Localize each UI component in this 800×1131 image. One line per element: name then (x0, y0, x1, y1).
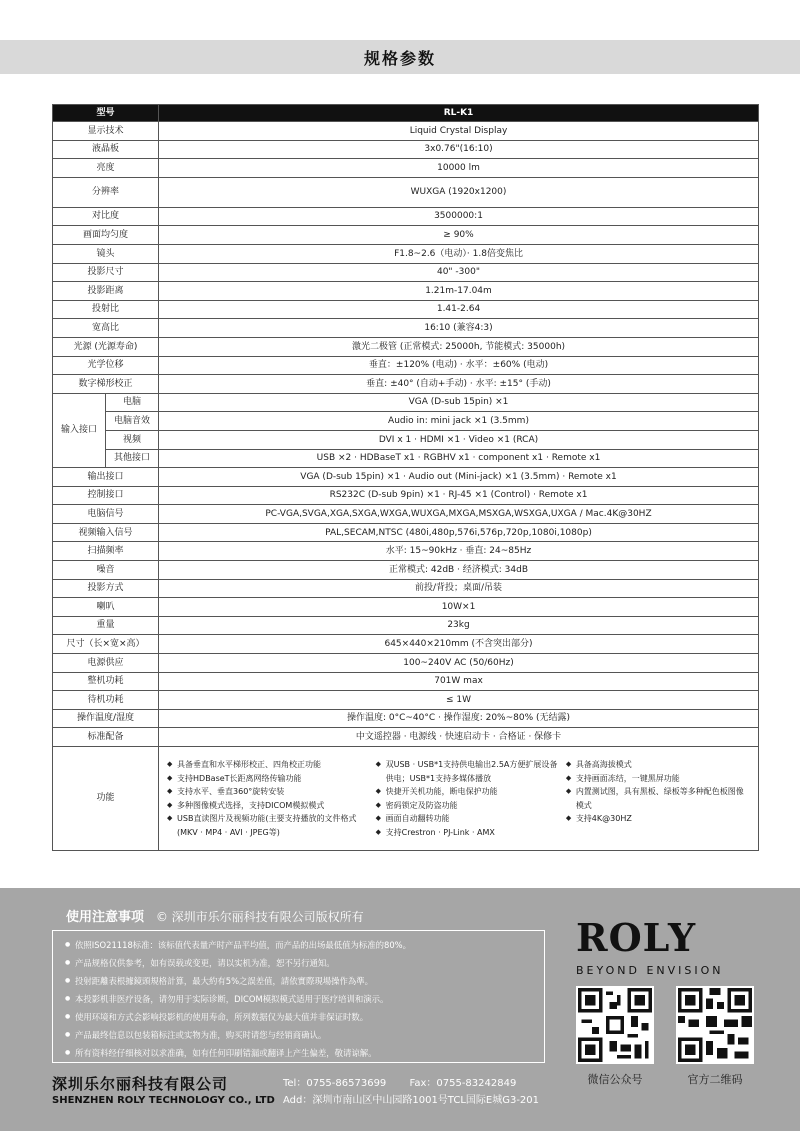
feature-item: ◆ USB直读图片及视频功能(主要支持播放的文件格式(MKV · MP4 · AVI · JPEG等) (167, 812, 370, 839)
spec-value: F1.8~2.6（电动）· 1.8倍变焦比 (159, 244, 759, 263)
spec-row (53, 691, 759, 710)
spec-label: 重量 (53, 616, 159, 635)
spec-row (53, 159, 759, 178)
spec-label: 画面均匀度 (53, 226, 159, 245)
feature-item: ◆ 多种图像模式选择，支持DICOM模拟模式 (167, 799, 370, 813)
spec-row (53, 177, 759, 207)
spec-value: 1.21m-17.04m (159, 282, 759, 301)
spec-value: 645×440×210mm (不含突出部分) (159, 635, 759, 654)
spec-row (53, 561, 759, 580)
spec-row (53, 300, 759, 319)
spec-label: 宽高比 (53, 319, 159, 338)
input-sub-label: 电脑 (106, 393, 159, 412)
input-sub-label: 视频 (106, 430, 159, 449)
spec-table-wrapper (52, 104, 759, 851)
spec-value: PAL,SECAM,NTSC (480i,480p,576i,576p,720p,1080i,1080p) (159, 523, 759, 542)
spec-row (53, 505, 759, 524)
spec-label: 光学位移 (53, 356, 159, 375)
spec-value: 701W max (159, 672, 759, 691)
spec-label: 待机功耗 (53, 691, 159, 710)
spec-label: 光源 (光源寿命) (53, 337, 159, 356)
spec-label: 投影方式 (53, 579, 159, 598)
spec-label: 标准配备 (53, 728, 159, 747)
spec-row-input (53, 430, 759, 449)
spec-label: 投射比 (53, 300, 159, 319)
spec-value: RS232C (D-sub 9pin) ×1 · RJ-45 ×1 (Control) · Remote x1 (159, 486, 759, 505)
spec-label: 亮度 (53, 159, 159, 178)
spec-label: 液晶板 (53, 140, 159, 159)
spec-row (53, 672, 759, 691)
features-grid (167, 758, 750, 839)
spec-value: 中文遥控器 · 电源线 · 快速启动卡 · 合格证 · 保修卡 (159, 728, 759, 747)
spec-value: 23kg (159, 616, 759, 635)
spec-value: 正常模式: 42dB · 经济模式: 34dB (159, 561, 759, 580)
spec-value: 3500000:1 (159, 207, 759, 226)
roly-logo (576, 915, 756, 977)
spec-row-input (53, 412, 759, 431)
company-address: Add：深圳市南山区中山园路1001号TCL国际E城G3-201 (283, 1095, 540, 1106)
spec-label: 数字梯形校正 (53, 375, 159, 394)
feature-item: ◆ 支持水平、垂直360°旋转安装 (167, 785, 370, 799)
spec-value: PC-VGA,SVGA,XGA,SXGA,WXGA,WUXGA,MXGA,MSXGA,WSXGA,UXGA / Mac.4K@30HZ (159, 505, 759, 524)
spec-row (53, 122, 759, 141)
spec-value: 垂直：±120% (电动) · 水平：±60% (电动) (159, 356, 759, 375)
spec-row (53, 244, 759, 263)
official-qr-code (676, 986, 754, 1064)
spec-row (53, 523, 759, 542)
spec-row (53, 654, 759, 673)
spec-row (53, 226, 759, 245)
spec-row (53, 728, 759, 747)
feature-item: ◆ 画面自动翻转功能 (376, 812, 560, 826)
feature-item: ◆ 支持4K@30HZ (566, 812, 750, 826)
spec-label: 电脑信号 (53, 505, 159, 524)
spec-table (52, 104, 759, 851)
feature-item: ◆ 支持HDBaseT长距离网络传输功能 (167, 772, 370, 786)
spec-value: 激光二极管 (正常模式: 25000h, 节能模式: 35000h) (159, 337, 759, 356)
spec-label: 控制接口 (53, 486, 159, 505)
spec-label: 电源供应 (53, 654, 159, 673)
spec-row (53, 319, 759, 338)
notice-item: ● 产品规格仅供参考，如有误载或变更，请以实机为准，恕不另行通知。 (65, 954, 532, 972)
spec-row (53, 282, 759, 301)
spec-label: 视频输入信号 (53, 523, 159, 542)
spec-value: 水平: 15~90kHz · 垂直: 24~85Hz (159, 542, 759, 561)
feature-item: ◆ 支持Crestron · PJ-Link · AMX (376, 826, 560, 840)
spec-label: 噪音 (53, 561, 159, 580)
spec-value: 100~240V AC (50/60Hz) (159, 654, 759, 673)
features-column (167, 758, 370, 839)
notice-item: ● 依照ISO21118标准：该标值代表量产时产品平均值，而产品的出场最低值为标准的80%。 (65, 936, 532, 954)
spec-label: 扫描频率 (53, 542, 159, 561)
spec-value: 1.41-2.64 (159, 300, 759, 319)
feature-item: ◆ 双USB · USB*1支持供电输出2.5A方便扩展设备供电；USB*1支持多媒体播放 (376, 758, 560, 785)
spec-value: 3x0.76"(16:10) (159, 140, 759, 159)
spec-row (53, 542, 759, 561)
spec-label: 投影距离 (53, 282, 159, 301)
spec-value: 40" -300" (159, 263, 759, 282)
spec-value: 前投/背投；桌面/吊装 (159, 579, 759, 598)
spec-row (53, 635, 759, 654)
input-group-label: 输入接口 (53, 393, 106, 467)
feature-item: ◆ 具备高海拔模式 (566, 758, 750, 772)
spec-value: 垂直: ±40° (自动+手动) · 水平: ±15° (手动) (159, 375, 759, 394)
spec-value: 16:10 (兼容4:3) (159, 319, 759, 338)
input-sub-label: 其他接口 (106, 449, 159, 468)
spec-label: 喇叭 (53, 598, 159, 617)
spec-value: 操作温度: 0°C~40°C · 操作湿度: 20%~80% (无结露) (159, 709, 759, 728)
features-cell (159, 747, 759, 851)
spec-label: 投影尺寸 (53, 263, 159, 282)
spec-value: Audio in: mini jack ×1 (3.5mm) (159, 412, 759, 431)
feature-item: ◆ 内置测试图，具有黑板、绿板等多种配色板图像模式 (566, 785, 750, 812)
spec-row (53, 356, 759, 375)
notice-box (52, 930, 545, 1063)
feature-item: ◆ 快捷开关机功能，断电保护功能 (376, 785, 560, 799)
spec-header-value: RL-K1 (159, 105, 759, 122)
spec-row (53, 598, 759, 617)
company-fax: Fax：0755-83242849 (409, 1078, 517, 1089)
notice-item: ● 产品最终信息以包装箱标注或实物为准，购买时请您与经销商确认。 (65, 1026, 532, 1044)
spec-label: 操作温度/湿度 (53, 709, 159, 728)
logo-word: ROLY (576, 915, 697, 960)
title-band (0, 40, 800, 74)
features-column (566, 758, 750, 839)
feature-item: ◆ 密码锁定及防盗功能 (376, 799, 560, 813)
copyright: © 深圳市乐尔丽科技有限公司版权所有 (155, 910, 364, 924)
spec-row (53, 375, 759, 394)
official-qr-label: 官方二维码 (687, 1073, 743, 1086)
company-tel: Tel：0755-86573699 (283, 1078, 387, 1089)
spec-row (53, 468, 759, 487)
input-sub-label: 电脑音效 (106, 412, 159, 431)
spec-label: 显示技术 (53, 122, 159, 141)
features-row (53, 747, 759, 851)
page-title: 规格参数 (363, 48, 436, 68)
wechat-qr-label: 微信公众号 (587, 1073, 643, 1086)
company-name-cn: 深圳乐尔丽科技有限公司 (52, 1075, 229, 1093)
notice-title: 使用注意事项 (66, 910, 145, 925)
spec-value: DVI x 1 · HDMI ×1 · Video ×1 (RCA) (159, 430, 759, 449)
notice-item: ● 本投影机非医疗设备，请勿用于实际诊断，DICOM模拟模式适用于医疗培训和演示。 (65, 990, 532, 1008)
footer (0, 888, 800, 1131)
company-block (52, 1073, 275, 1106)
notice-heading (66, 906, 364, 925)
notice-item: ● 投射距離表根據鏡頭規格計算，最大約有5%之誤差值，請依實際現場操作為準。 (65, 972, 532, 990)
contact-block (283, 1075, 539, 1109)
spec-label: 对比度 (53, 207, 159, 226)
spec-value: VGA (D-sub 15pin) ×1 (159, 393, 759, 412)
feature-item: ◆ 支持画面冻结，一键黑屏功能 (566, 772, 750, 786)
features-label: 功能 (53, 747, 159, 851)
spec-row (53, 709, 759, 728)
company-name-en: SHENZHEN ROLY TECHNOLOGY CO., LTD (52, 1095, 275, 1106)
spec-value: ≥ 90% (159, 226, 759, 245)
spec-label: 镜头 (53, 244, 159, 263)
notice-item: ● 所有资料经仔细核对以求准确，如有任何印刷错漏或翻译上产生偏差，敬请谅解。 (65, 1044, 532, 1062)
spec-row (53, 486, 759, 505)
feature-item: ◆ 具备垂直和水平梯形校正、四角校正功能 (167, 758, 370, 772)
spec-label: 尺寸（长×宽×高） (53, 635, 159, 654)
spec-row (53, 140, 759, 159)
spec-row (53, 579, 759, 598)
spec-value: USB ×2 · HDBaseT x1 · RGBHV x1 · component x1 · Remote x1 (159, 449, 759, 468)
spec-label: 分辨率 (53, 177, 159, 207)
spec-row-input (53, 393, 759, 412)
spec-row (53, 616, 759, 635)
spec-value: 10000 lm (159, 159, 759, 178)
spec-row (53, 337, 759, 356)
spec-row (53, 263, 759, 282)
spec-header-row (53, 105, 759, 122)
spec-row (53, 207, 759, 226)
spec-header-label: 型号 (53, 105, 159, 122)
spec-value: ≤ 1W (159, 691, 759, 710)
spec-value: 10W×1 (159, 598, 759, 617)
spec-label: 输出接口 (53, 468, 159, 487)
spec-value: WUXGA (1920x1200) (159, 177, 759, 207)
spec-row-input (53, 449, 759, 468)
wechat-qr-code (576, 986, 654, 1064)
spec-label: 整机功耗 (53, 672, 159, 691)
notice-item: ● 使用环境和方式会影响投影机的使用寿命，所列数据仅为最大值并非保证时数。 (65, 1008, 532, 1026)
spec-value: Liquid Crystal Display (159, 122, 759, 141)
spec-value: VGA (D-sub 15pin) ×1 · Audio out (Mini-jack) ×1 (3.5mm) · Remote x1 (159, 468, 759, 487)
features-column (376, 758, 560, 839)
logo-tagline: BEYOND ENVISION (576, 964, 724, 977)
